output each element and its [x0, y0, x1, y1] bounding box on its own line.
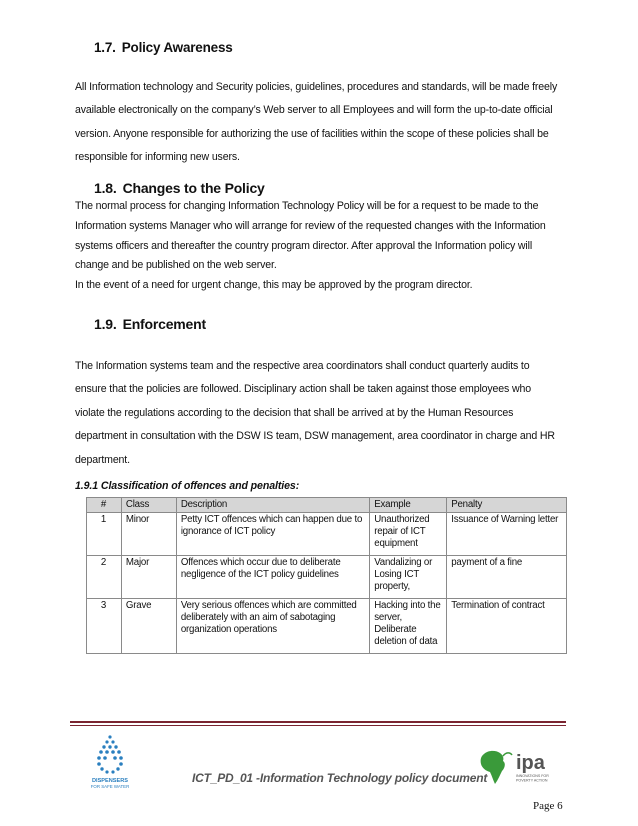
svg-text:DISPENSERS: DISPENSERS: [91, 778, 129, 784]
footer-document-title: ICT_PD_01 -Information Technology policy document: [192, 771, 488, 785]
cell-number: 1: [87, 513, 122, 556]
svg-text:INNOVATIONS FOR: INNOVATIONS FOR: [516, 774, 549, 778]
heading-number: 1.8.: [94, 180, 117, 196]
subheading-classification: 1.9.1 Classification of offences and penalties:: [75, 480, 300, 492]
paragraph-enforcement: [75, 355, 570, 472]
svg-text:FOR SAFE WATER: FOR SAFE WATER: [90, 784, 130, 789]
text-line: All Information technology and Security policies, guidelines, procedures and standards, will be made freely: [75, 81, 558, 93]
text-line: available electronically on the company’s Web server to all Employees and will form the up-to-date official: [75, 104, 553, 117]
cell-penalty: payment of a fine: [447, 556, 567, 599]
cell-class: Major: [121, 556, 176, 599]
page-number: Page 6: [533, 800, 563, 812]
cell-example: Vandalizing or Losing ICT property,: [370, 556, 447, 599]
heading-title: Changes to the Policy: [122, 180, 265, 196]
ipa-africa-logo-icon: [470, 744, 566, 790]
heading-number: 1.9.: [94, 316, 117, 332]
heading-number: 1.7.: [94, 40, 116, 55]
header-number: #: [87, 498, 122, 513]
svg-text:ipa: ipa: [516, 752, 545, 774]
footer-rule: [70, 721, 566, 723]
cell-description: Very serious offences which are committed deliberately with an aim of sabotaging organization operations: [176, 599, 369, 654]
cell-number: 2: [87, 556, 122, 599]
table-row: [87, 599, 567, 654]
cell-description: Offences which occur due to deliberate negligence of the ICT policy guidelines: [176, 556, 369, 599]
header-description: Description: [176, 498, 369, 513]
cell-number: 3: [87, 599, 122, 654]
cell-example: Unauthorized repair of ICT equipment: [370, 513, 447, 556]
text-line: responsible for informing new users.: [75, 151, 240, 164]
text-line: Information systems Manager who will arrange for review of the requested changes with the Information: [75, 219, 546, 232]
cell-penalty: Issuance of Warning letter: [447, 513, 567, 556]
heading-enforcement: [94, 316, 206, 332]
cell-class: Grave: [121, 599, 176, 654]
text-line: In the event of a need for urgent change, this may be approved by the program director.: [75, 279, 473, 292]
offences-table: [86, 497, 567, 654]
text-line: systems officers and thereafter the country program director. After approval the Information policy will: [75, 239, 533, 252]
text-line: change and be published on the web server.: [75, 259, 277, 272]
header-penalty: Penalty: [447, 498, 567, 513]
text-line: The Information systems team and the respective area coordinators shall conduct quarterly audits to: [75, 360, 530, 372]
cell-penalty: Termination of contract: [447, 599, 567, 654]
dispensers-water-drop-logo-icon: [80, 733, 140, 791]
table-header-row: [87, 498, 567, 513]
paragraph-changes-to-policy: [75, 197, 570, 296]
text-line: ensure that the policies are followed. Disciplinary action shall be taken against those employees who: [75, 383, 531, 396]
header-example: Example: [370, 498, 447, 513]
svg-text:POVERTY ACTION: POVERTY ACTION: [516, 778, 548, 783]
table-row: [87, 556, 567, 599]
text-line: department.: [75, 453, 130, 466]
text-line: violate the regulations according to the decision that shall be arrived at by the Human Resources: [75, 406, 514, 419]
cell-example: Hacking into the server, Deliberate deletion of data: [370, 599, 447, 654]
header-class: Class: [121, 498, 176, 513]
text-line: The normal process for changing Information Technology Policy will be for a request to be made to the: [75, 200, 539, 212]
paragraph-policy-awareness: [75, 76, 570, 170]
text-line: version. Anyone responsible for authorizing the use of facilities within the scope of these policies shall be: [75, 127, 549, 140]
text-line: department in consultation with the DSW IS team, DSW management, area coordinator in charge and HR: [75, 430, 555, 443]
heading-changes-to-policy: [94, 180, 265, 196]
heading-title: Enforcement: [122, 316, 206, 332]
table-row: [87, 513, 567, 556]
heading-title: Policy Awareness: [121, 40, 233, 55]
heading-policy-awareness: [94, 40, 233, 55]
footer-rule-thin: [70, 725, 566, 726]
cell-description: Petty ICT offences which can happen due to ignorance of ICT policy: [176, 513, 369, 556]
cell-class: Minor: [121, 513, 176, 556]
